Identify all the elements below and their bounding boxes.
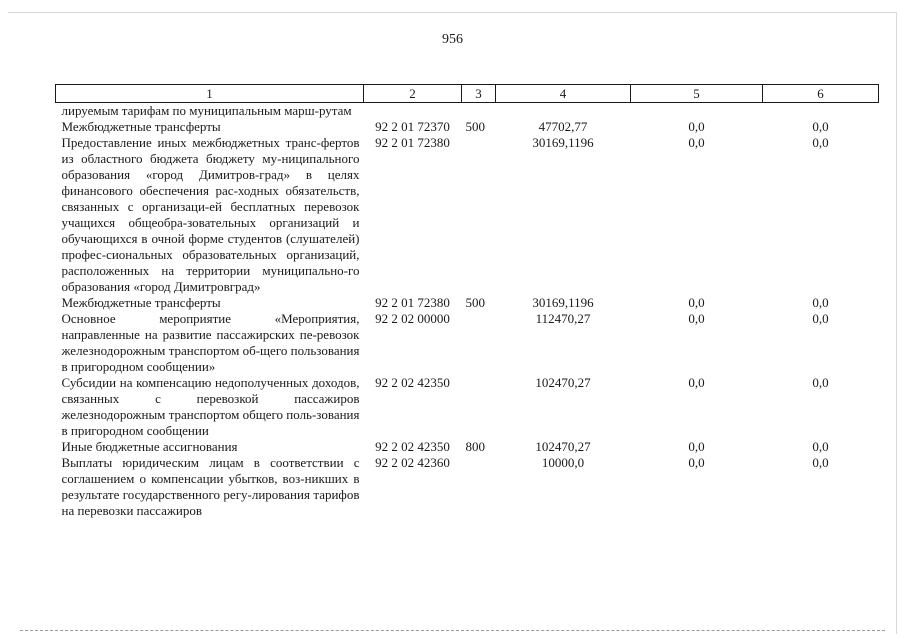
row-year2: 0,0 <box>812 135 829 150</box>
row-year1: 0,0 <box>688 311 705 326</box>
table-row <box>56 119 879 135</box>
row-year1: 0,0 <box>688 455 705 470</box>
row-year1: 0,0 <box>688 119 705 134</box>
row-vr <box>462 103 496 120</box>
table-row <box>56 375 879 439</box>
row-amount: 30169,1196 <box>532 135 594 150</box>
row-vr <box>462 375 496 439</box>
row-vr: 500 <box>465 295 485 310</box>
table-row <box>56 311 879 375</box>
row-name: Межбюджетные трансферты <box>61 295 221 310</box>
row-vr: 800 <box>465 439 485 454</box>
row-year2 <box>763 103 879 120</box>
row-code: 92 2 02 42350 <box>375 375 450 390</box>
table-row <box>56 439 879 455</box>
row-amount: 102470,27 <box>535 439 591 454</box>
row-vr <box>462 135 496 295</box>
row-name: лируемым тарифам по муниципальным марш-рутам <box>61 103 352 118</box>
table-row <box>56 295 879 311</box>
row-code: 92 2 02 42360 <box>375 455 450 470</box>
page-number: 956 <box>442 32 463 47</box>
row-year2: 0,0 <box>812 311 829 326</box>
header-col-5: 5 <box>631 85 763 103</box>
row-year2: 0,0 <box>812 375 829 390</box>
row-year1: 0,0 <box>688 295 705 310</box>
row-amount: 30169,1196 <box>532 295 594 310</box>
row-year2: 0,0 <box>812 295 829 310</box>
row-name: Основное мероприятие «Мероприятия, направленные на развитие пассажирских пе-ревозок железнодорожным транспортом об-щего пользования в пригородном сообщении» <box>61 311 360 374</box>
row-code: 92 2 01 72380 <box>375 135 450 150</box>
table-row <box>56 455 879 519</box>
row-amount: 47702,77 <box>538 119 588 134</box>
row-year1 <box>631 103 763 120</box>
row-name: Выплаты юридическим лицам в соответствии с соглашением о компенсации убытков, воз-никших в результате государственного регу-лирования тарифов на перевозки пассажиров <box>61 455 360 518</box>
header-col-6: 6 <box>763 85 879 103</box>
row-amount <box>496 103 631 120</box>
row-vr <box>462 311 496 375</box>
row-name: Субсидии на компенсацию недополученных доходов, связанных с перевозкой пассажиров железнодорожным транспортом общего поль-зования в пригородном сообщении <box>61 375 360 438</box>
row-year1: 0,0 <box>688 375 705 390</box>
header-col-2: 2 <box>364 85 462 103</box>
row-code <box>364 103 462 120</box>
scan-edge-top <box>8 12 897 13</box>
row-vr <box>462 455 496 519</box>
row-name: Иные бюджетные ассигнования <box>61 439 238 454</box>
row-year2: 0,0 <box>812 455 829 470</box>
scan-edge-bottom <box>20 630 885 631</box>
row-name: Межбюджетные трансферты <box>61 119 221 134</box>
row-amount: 112470,27 <box>535 311 591 326</box>
row-year1: 0,0 <box>688 135 705 150</box>
row-year2: 0,0 <box>812 119 829 134</box>
row-year1: 0,0 <box>688 439 705 454</box>
header-row <box>56 85 879 103</box>
table-row <box>56 135 879 295</box>
row-amount: 102470,27 <box>535 375 591 390</box>
header-col-1: 1 <box>56 85 364 103</box>
row-code: 92 2 02 00000 <box>375 311 450 326</box>
header-col-3: 3 <box>462 85 496 103</box>
header-col-4: 4 <box>496 85 631 103</box>
row-code: 92 2 01 72380 <box>375 295 450 310</box>
table-row <box>56 103 879 120</box>
row-amount: 10000,0 <box>541 455 585 470</box>
row-name: Предоставление иных межбюджетных транс-фертов из областного бюджета бюджету му-ниципального образования «город Димитров-град» в целях финансового обеспечения рас-ходных обязательств, связанных с организаци-ей бесплатных перевозок учащихся общеобра-зовательных организаций и обучающихся в очной форме студентов (слушателей) профес-сиональных образовательных организаций, расположенных на территории муниципально-го образования «город Димитровград» <box>61 135 360 294</box>
budget-table <box>55 84 879 519</box>
row-vr: 500 <box>465 119 485 134</box>
row-code: 92 2 02 42350 <box>375 439 450 454</box>
row-code: 92 2 01 72370 <box>375 119 450 134</box>
scan-edge-right <box>896 12 897 634</box>
row-year2: 0,0 <box>812 439 829 454</box>
